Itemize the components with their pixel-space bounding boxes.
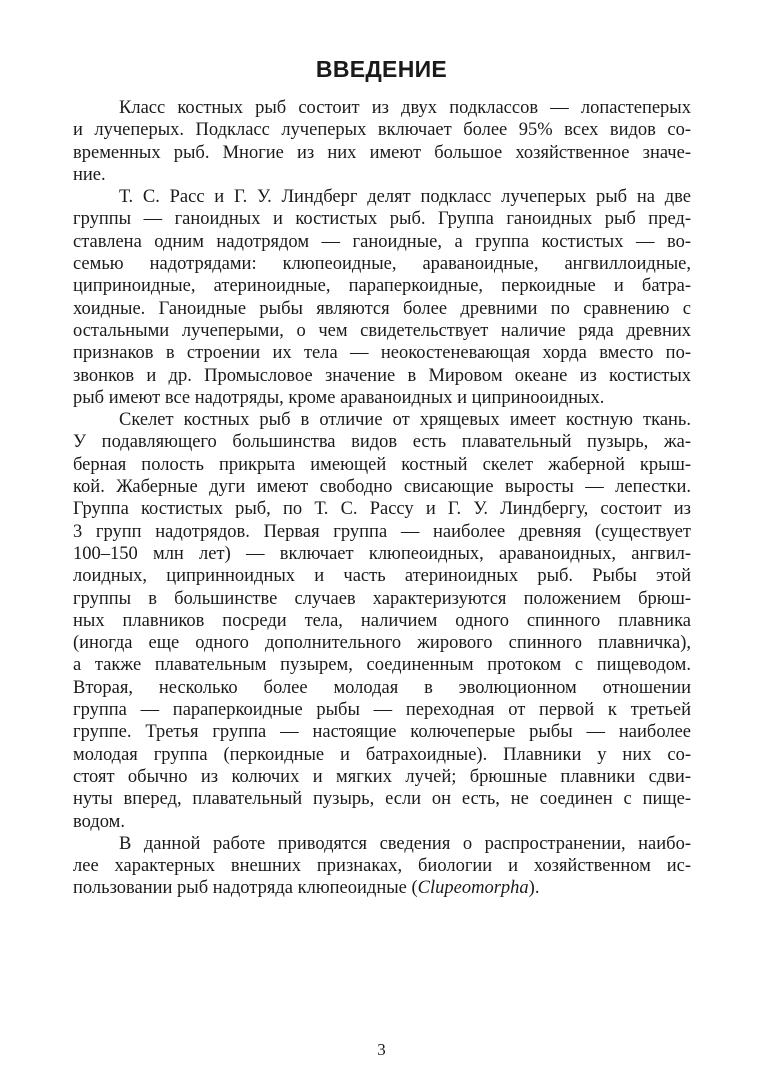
body-text	[73, 97, 691, 900]
text-line: 100–150 млн лет) — включает клюпеоидных, араваноидных, ангвил-	[73, 543, 691, 564]
text-line: Скелет костных рыб в отличие от хрящевых имеет костную ткань.	[119, 410, 691, 431]
latin-taxon-name: Clupeomorpha	[417, 878, 529, 899]
text-line: молодая группа (перкоидные и батрахоидные). Плавники у них со-	[73, 744, 691, 765]
text-line: стоят обычно из колючих и мягких лучей; брюшные плавники сдви-	[73, 766, 691, 787]
text-line: группы в большинстве случаев характеризуются положением брюш-	[73, 588, 691, 609]
page-title: ВВЕДЕНИЕ	[315, 56, 448, 82]
text-line: группы — ганоидных и костистых рыб. Группа ганоидных рыб пред-	[73, 209, 691, 230]
paragraph-2	[73, 186, 691, 409]
text-line: лоидных, ципринноидных и часть атериноидных рыб. Рыбы этой	[73, 566, 691, 587]
final-line-suffix: ).	[528, 878, 540, 899]
text-line: берная полость прикрыта имеющей костный скелет жаберной крыш-	[73, 454, 691, 475]
text-line: звонков и др. Промысловое значение в Мировом океане из костистых	[73, 365, 691, 386]
text-line: ных плавников посреди тела, наличием одного спинного плавника	[73, 610, 691, 631]
text-line: группе. Третья группа — настоящие колючеперые рыбы — наиболее	[73, 722, 691, 743]
paragraph-3	[73, 409, 691, 833]
text-line: ние.	[73, 164, 106, 185]
text-line: группа — параперкоидные рыбы — переходная от первой к третьей	[73, 700, 691, 721]
text-line: остальными лучеперыми, о чем свидетельствует наличие ряда древних	[73, 320, 691, 341]
paragraph-1	[73, 97, 691, 186]
text-line: Вторая, несколько более молодая в эволюционном отношении	[73, 677, 691, 698]
text-line: циприноидные, атериноидные, параперкоидные, перкоидные и батра-	[73, 276, 691, 297]
text-line: семью надотрядами: клюпеоидные, араваноидные, ангвиллоидные,	[73, 254, 691, 275]
text-line: водом.	[73, 811, 125, 832]
text-line: нуты вперед, плавательный пузырь, если он есть, не соединен с пище-	[73, 789, 691, 810]
text-line: ставлена одним надотрядом — ганоидные, а группа костистых — во-	[73, 231, 691, 252]
text-line: (иногда еще одного дополнительного жирового спинного плавничка),	[73, 633, 691, 654]
page-number: 3	[377, 1040, 386, 1059]
text-line: временных рыб. Многие из них имеют большое хозяйственное значе-	[73, 142, 691, 163]
final-line-prefix: пользовании рыб надотряда клюпеоидные (	[73, 878, 418, 899]
text-line: лее характерных внешних признаках, биологии и хозяйственном ис-	[73, 856, 691, 877]
text-line: кой. Жаберные дуги имеют свободно свисающие выросты — лепестки.	[73, 477, 691, 498]
text-line: рыб имеют все надотряды, кроме араваноидных и ципринооидных.	[73, 387, 605, 408]
text-line: признаков в строении их тела — неокостеневающая хорда вместо по-	[73, 343, 691, 364]
text-line: Т. С. Расс и Г. У. Линдберг делят подкласс лучеперых рыб на две	[119, 187, 691, 208]
text-line: хоидные. Ганоидные рыбы являются более древними по сравнению с	[73, 298, 691, 319]
paragraph-4	[73, 833, 691, 900]
text-line: а также плавательным пузырем, соединенным протоком с пищеводом.	[73, 655, 691, 676]
text-line	[73, 877, 691, 899]
text-line: Класс костных рыб состоит из двух подклассов — лопастеперых	[119, 98, 691, 118]
text-line: У подавляющего большинства видов есть плавательный пузырь, жа-	[73, 432, 691, 453]
text-line: и лучеперых. Подкласс лучеперых включает более 95% всех видов со-	[73, 120, 691, 141]
text-line: 3 групп надотрядов. Первая группа — наиболее древняя (существует	[73, 521, 691, 542]
text-line: В данной работе приводятся сведения о распространении, наибо-	[119, 833, 691, 854]
text-line: Группа костистых рыб, по Т. С. Рассу и Г. У. Линдбергу, состоит из	[73, 499, 691, 520]
